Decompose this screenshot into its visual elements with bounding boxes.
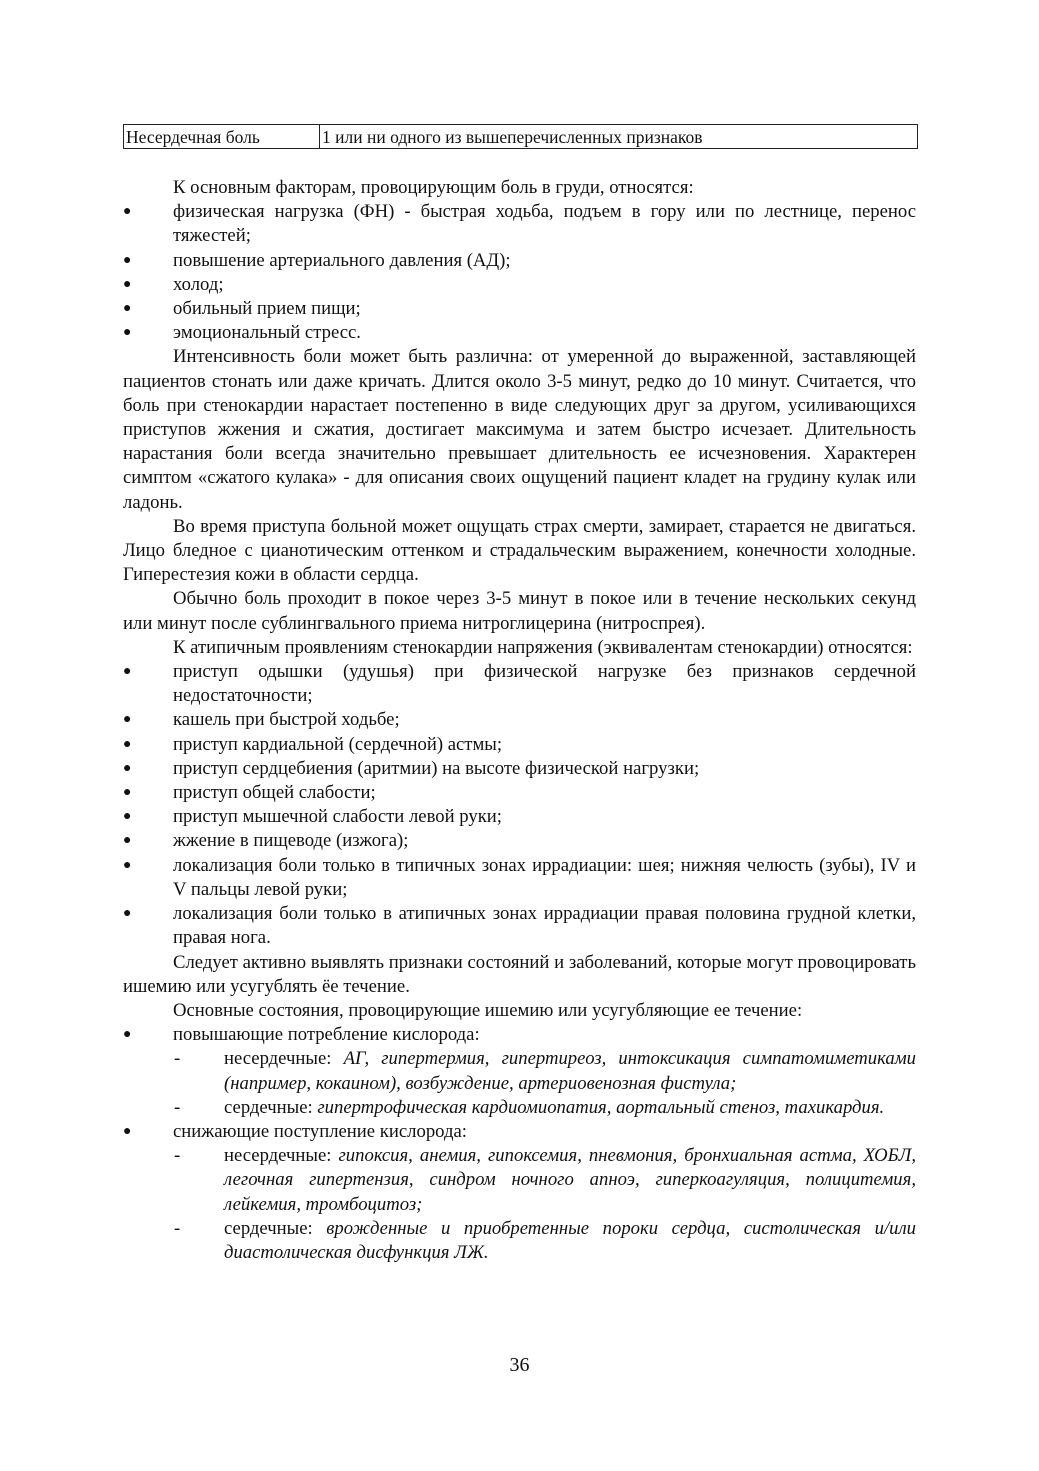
factors-list xyxy=(123,200,916,345)
bullet-icon: ● xyxy=(123,712,132,728)
list-item: ● кашель при быстрой ходьбе; xyxy=(123,708,916,732)
list-item: ● локализация боли только в типичных зонах иррадиации: шея; нижняя челюсть (зубы), IV и V пальцы левой руки; xyxy=(123,854,916,900)
sub-list-item: - несердечные: АГ, гипертермия, гипертиреоз, интоксикация симпатомиметиками (например, кокаином), возбуждение, артериовенозная фистула; xyxy=(174,1048,916,1094)
page-number: 36 xyxy=(509,1354,530,1376)
bullet-icon: ● xyxy=(123,1027,132,1043)
conditions-paragraph: Основные состояния, провоцирующие ишемию или усугубляющие ее течение: xyxy=(173,999,803,1021)
attack-paragraph: Во время приступа больной может ощущать страх смерти, замирает, старается не двигаться. Лицо бледное с цианотическим оттенком и страдальческим выражением, конечности холодные. Гиперестезия кожи в области сердца. xyxy=(123,515,916,586)
bullet-icon: ● xyxy=(123,760,132,776)
atypical-list xyxy=(123,660,916,950)
dash-icon: - xyxy=(174,1096,181,1118)
bullet-icon: ● xyxy=(123,664,132,680)
bullet-icon: ● xyxy=(123,325,132,341)
dash-icon: - xyxy=(174,1048,181,1070)
bullet-icon: ● xyxy=(123,857,132,873)
list-item: ● эмоциональный стресс. xyxy=(123,321,916,345)
bullet-icon: ● xyxy=(123,785,132,801)
bullet-icon: ● xyxy=(123,301,132,317)
bullet-icon: ● xyxy=(123,736,132,752)
sub-list xyxy=(173,1144,916,1265)
intro-paragraph: К основным факторам, провоцирующим боль в груди, относятся: xyxy=(173,177,694,198)
table-cell-type: Несердечная боль xyxy=(124,125,320,149)
list-item: ● обильный прием пищи; xyxy=(123,297,916,321)
atypical-paragraph: К атипичным проявлениям стенокардии напряжения (эквивалентам стенокардии) относятся: xyxy=(173,636,913,658)
bullet-icon: ● xyxy=(123,252,132,268)
list-item: ● жжение в пищеводе (изжога); xyxy=(123,829,916,853)
table-row xyxy=(124,125,918,149)
list-item: ● приступ одышки (удушья) при физической нагрузке без признаков сердечной недостаточности; xyxy=(123,661,916,707)
sub-list-item: - сердечные: врожденные и приобретенные пороки сердца, систолическая и/или диастолическая дисфункция ЛЖ. xyxy=(174,1217,916,1263)
intensity-paragraph: Интенсивность боли может быть различна: от умеренной до выраженной, заставляющей пациентов стонать или даже кричать. Длится около 3-5 минут, редко до 10 минут. Считается, что боль при стенокардии нарастает постепенно в виде следующих друг за другом, усиливающихся приступов жжения и сжатия, достигает максимума и затем быстро исчезает. Длительность нарастания боли всегда значительно превышает длительность ее исчезновения. Характерен симптом «сжатого кулака» - для описания своих ощущений пациент кладет на грудину кулак или ладонь. xyxy=(123,346,916,513)
list-item: ● приступ сердцебиения (аритмии) на высоте физической нагрузки; xyxy=(123,757,916,781)
conditions-list xyxy=(123,1023,916,1265)
list-item: ● приступ мышечной слабости левой руки; xyxy=(123,805,916,829)
list-item: ● физическая нагрузка (ФН) - быстрая ходьба, подъем в гору или по лестнице, перенос тяжестей; xyxy=(123,201,916,247)
pain-type-table xyxy=(123,124,918,149)
rest-paragraph: Обычно боль проходит в покое через 3-5 минут в покое или в течение нескольких секунд или минут после сублингвального приема нитроглицерина (нитроспрея). xyxy=(123,588,916,634)
sub-list xyxy=(173,1047,916,1120)
detect-paragraph: Следует активно выявлять признаки состояний и заболеваний, которые могут провоцировать ишемию или усугублять ёе течение. xyxy=(123,951,916,997)
dash-icon: - xyxy=(174,1145,181,1167)
dash-icon: - xyxy=(174,1217,181,1239)
bullet-icon: ● xyxy=(123,276,132,292)
sub-list-item: - несердечные: гипоксия, анемия, гипоксемия, пневмония, бронхиальная астма, ХОБЛ, легочная гипертензия, синдром ночного апноэ, гиперкоагуляция, полицитемия, лейкемия, тромбоцитоз; xyxy=(174,1145,916,1215)
list-item: ● повышающие потребление кислорода: - несердечные: АГ, гипертермия, гипертиреоз, интоксикация симпатомиметиками (например, кокаином), возбуждение, артериовенозная фистула; - сердечные: гипертрофическая кардиомиопатия, аортальный стеноз, тахикардия. xyxy=(123,1023,916,1120)
bullet-icon: ● xyxy=(123,833,132,849)
list-item: ● повышение артериального давления (АД); xyxy=(123,249,916,273)
body-text xyxy=(123,176,916,1265)
bullet-icon: ● xyxy=(123,1123,132,1139)
table-cell-criteria: 1 или ни одного из вышеперечисленных признаков xyxy=(320,125,918,149)
list-item: ● локализация боли только в атипичных зонах иррадиации правая половина грудной клетки, правая нога. xyxy=(123,903,916,949)
bullet-icon: ● xyxy=(123,204,132,220)
bullet-icon: ● xyxy=(123,906,132,922)
bullet-icon: ● xyxy=(123,809,132,825)
sub-list-item: - сердечные: гипертрофическая кардиомиопатия, аортальный стеноз, тахикардия. xyxy=(123,1096,916,1120)
list-item: ● снижающие поступление кислорода: - несердечные: гипоксия, анемия, гипоксемия, пневмония, бронхиальная астма, ХОБЛ, легочная гипертензия, синдром ночного апноэ, гиперкоагуляция, полицитемия, лейкемия, тромбоцитоз; - сердечные: врожденные и приобретенные пороки сердца, систолическая и/или диастолическая дисфункция ЛЖ. xyxy=(123,1120,916,1265)
list-item: ● холод; xyxy=(123,273,916,297)
list-item: ● приступ общей слабости; xyxy=(123,781,916,805)
page-content xyxy=(123,124,916,1265)
list-item: ● приступ кардиальной (сердечной) астмы; xyxy=(123,733,916,757)
